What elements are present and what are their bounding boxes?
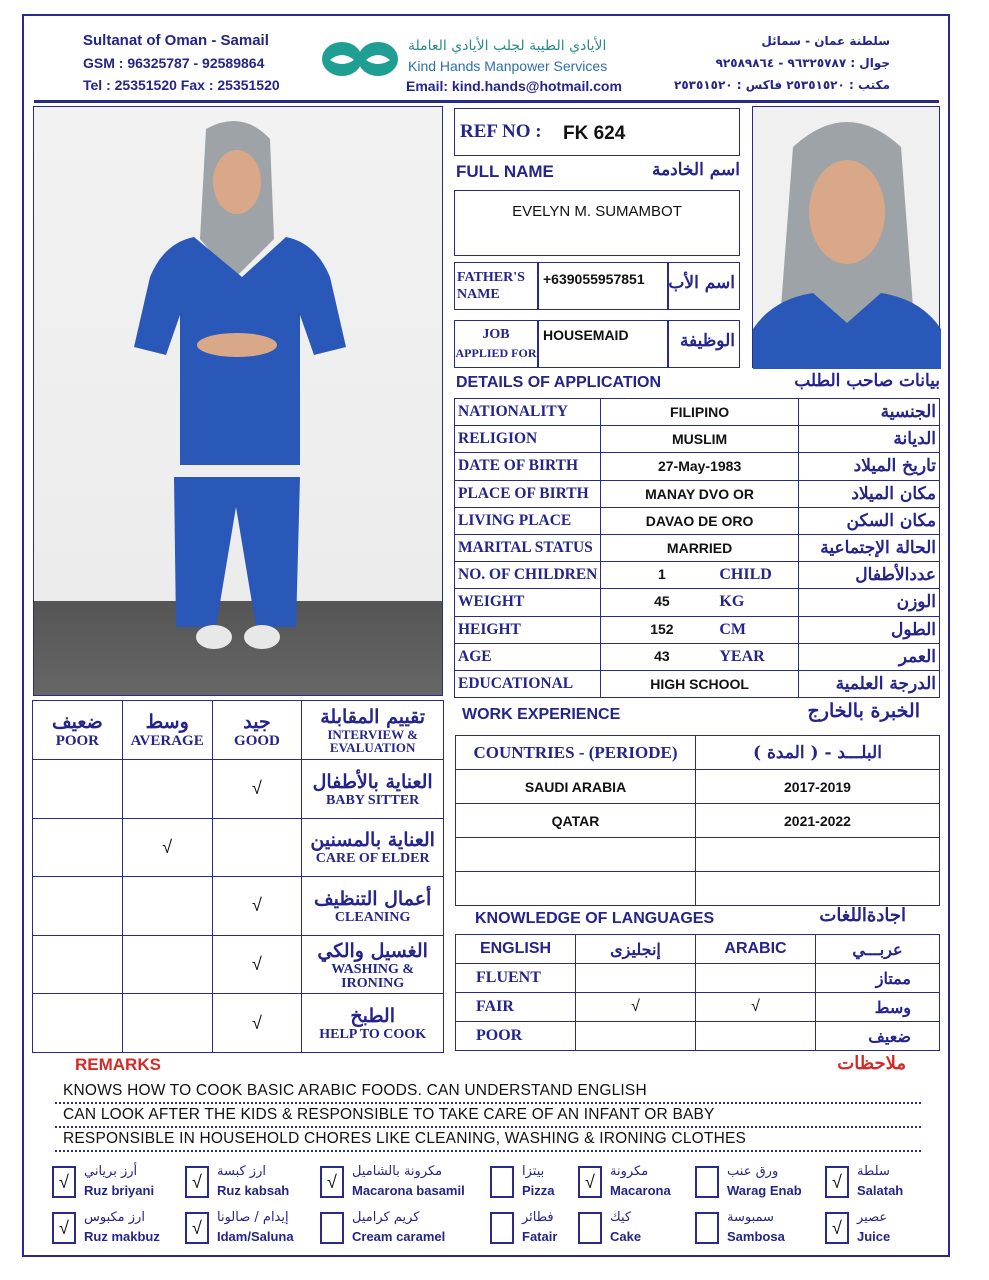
food-name-en: Macarona basamil [352, 1183, 465, 1198]
details-label: MARITAL STATUS [455, 534, 601, 561]
details-value-cell [601, 507, 798, 534]
company-gsm: GSM : 96325787 - 92589864 [83, 55, 265, 71]
full-name-label-ar: اسم الخادمة [651, 160, 740, 180]
lang-english: ENGLISH [456, 935, 576, 964]
food-name-ar: بيتزا [522, 1164, 545, 1179]
details-value-cell [601, 670, 798, 697]
details-value: MANAY DVO OR [645, 485, 755, 502]
details-value: 45 [654, 593, 670, 610]
eval-avg-mark [122, 935, 212, 994]
lang-level: FAIR [456, 993, 576, 1022]
details-label: NO. OF CHILDREN [455, 562, 601, 589]
company-mobile-ar: جوال : ٩٦٣٢٥٧٨٧ - ٩٢٥٨٩٨٦٤ [715, 56, 890, 70]
food-name-ar: عصير [857, 1210, 888, 1225]
details-row [455, 480, 940, 507]
details-row [455, 426, 940, 453]
company-location: Sultanat of Oman - Samail [83, 32, 269, 49]
work-row [456, 770, 940, 804]
food-checkbox[interactable]: √ [825, 1166, 849, 1198]
food-checkbox[interactable]: √ [578, 1166, 602, 1198]
details-label-ar: مكان السكن [798, 507, 939, 534]
work-table [455, 735, 940, 906]
food-name-en: Cake [610, 1229, 642, 1244]
eval-skill [302, 760, 444, 819]
food-name-ar: سلطة [857, 1164, 890, 1179]
details-label-ar: الجنسية [798, 399, 939, 426]
food-name-en: Sambosa [727, 1229, 785, 1244]
eval-good-ar: جيد [243, 710, 271, 733]
details-label-ar: العمر [798, 643, 939, 670]
eval-skill-en: HELP TO COOK [319, 1027, 427, 1043]
details-label: EDUCATIONAL [455, 670, 601, 697]
full-name-box [454, 190, 740, 256]
food-checkbox[interactable]: √ [320, 1166, 344, 1198]
food-checkbox[interactable] [695, 1166, 719, 1198]
details-value-cell [601, 616, 798, 643]
work-row [456, 804, 940, 838]
details-row [455, 507, 940, 534]
food-name-en: Warag Enab [727, 1183, 802, 1198]
eval-skill-en: CARE OF ELDER [315, 851, 430, 867]
details-row [455, 616, 940, 643]
food-name-en: Macarona [610, 1183, 671, 1198]
eval-skill [302, 935, 444, 994]
full-body-photo [33, 106, 443, 696]
details-title: DETAILS OF APPLICATION [456, 374, 662, 391]
details-label-ar: تاريخ الميلاد [798, 453, 939, 480]
food-checkbox[interactable] [578, 1212, 602, 1244]
lang-level-ar: ضعيف [816, 1022, 940, 1051]
details-label: NATIONALITY [455, 399, 601, 426]
details-row [455, 589, 940, 616]
eval-skill-ar: العناية بالمسنين [310, 829, 435, 852]
lang-arabic-mark [696, 964, 816, 993]
details-value: FILIPINO [670, 404, 730, 421]
full-name-label: FULL NAME [456, 162, 554, 181]
details-unit: KG [719, 593, 745, 611]
food-name-ar: كيك [610, 1210, 632, 1225]
eval-poor-mark [33, 994, 123, 1053]
company-location-ar: سلطنة عمان - سمائل [761, 34, 890, 48]
brand-name-ar: الأيادي الطيبة لجلب الأيادي العاملة [408, 38, 607, 54]
eval-row [33, 877, 444, 936]
eval-good-mark: √ [212, 877, 302, 936]
work-period: 2017-2019 [696, 770, 940, 804]
lang-arabic: ARABIC [696, 935, 816, 964]
eval-avg-ar: وسط [145, 710, 189, 733]
details-value: HIGH SCHOOL [650, 675, 749, 692]
details-label: HEIGHT [455, 616, 601, 643]
details-label: LIVING PLACE [455, 507, 601, 534]
details-value-cell [601, 426, 798, 453]
header-divider [34, 100, 939, 103]
food-name-ar: فطائر [522, 1210, 554, 1225]
eval-col-good [212, 701, 302, 760]
food-checkbox[interactable] [695, 1212, 719, 1244]
lang-level-ar: وسط [816, 993, 940, 1022]
remarks-title: REMARKS [75, 1055, 161, 1074]
details-label-ar: الطول [798, 616, 939, 643]
job-box [454, 320, 740, 368]
company-email: Email: kind.hands@hotmail.com [406, 78, 622, 94]
brand-name-en: Kind Hands Manpower Services [408, 58, 608, 74]
food-checkbox[interactable]: √ [52, 1212, 76, 1244]
passport-photo [752, 106, 940, 368]
details-unit: CHILD [719, 566, 772, 584]
work-title-ar: الخبرة بالخارج [807, 700, 920, 722]
eval-poor: POOR [55, 732, 100, 749]
eval-good-mark [212, 818, 302, 877]
job-label-2: APPLIED FOR [455, 346, 537, 360]
work-col-countries: COUNTRIES - (PERIODE) [456, 736, 696, 770]
food-name-en: Fatair [522, 1229, 558, 1244]
food-name-en: Pizza [522, 1183, 555, 1198]
eval-skill [302, 877, 444, 936]
work-period: 2021-2022 [696, 804, 940, 838]
work-row [456, 838, 940, 872]
father-label [457, 269, 525, 303]
details-row [455, 534, 940, 561]
eval-col-title [302, 701, 444, 760]
food-name-ar: مكرونة بالشاميل [352, 1164, 443, 1179]
details-row [455, 670, 940, 697]
food-name-ar: ورق عنب [727, 1164, 779, 1179]
eval-skill-en: WASHING & IRONING [331, 961, 415, 991]
food-name-en: Juice [857, 1229, 891, 1244]
work-header [456, 736, 940, 770]
eval-title: INTERVIEW & EVALUATION [327, 727, 418, 755]
lang-level-ar: ممتاز [816, 964, 940, 993]
company-contact-ar [650, 30, 890, 96]
eval-good-mark: √ [212, 935, 302, 994]
food-name-ar: كريم كراميل [352, 1210, 420, 1225]
work-title: WORK EXPERIENCE [462, 706, 621, 723]
food-name-en: Cream caramel [352, 1229, 446, 1244]
full-name-value: EVELYN M. SUMAMBOT [512, 203, 682, 220]
details-value-cell [601, 534, 798, 561]
remarks-line-3: RESPONSIBLE IN HOUSEHOLD CHORES LIKE CLEANING, WASHING & IRONING CLOTHES [55, 1128, 921, 1152]
eval-skill-ar: أعمال التنظيف [313, 887, 432, 910]
eval-skill [302, 994, 444, 1053]
lang-row [456, 964, 940, 993]
food-name-en: Ruz kabsah [217, 1183, 290, 1198]
eval-poor-mark [33, 760, 123, 819]
details-label-ar: الدرجة العلمية [798, 670, 939, 697]
details-label: RELIGION [455, 426, 601, 453]
details-value: MUSLIM [671, 431, 728, 448]
eval-avg-mark [122, 994, 212, 1053]
food-checkbox[interactable] [490, 1212, 514, 1244]
father-value: +639055957851 [543, 271, 645, 287]
father-label-ar: اسم الأب [668, 273, 735, 293]
food-name-en: Ruz briyani [84, 1183, 155, 1198]
eval-title-ar: تقييم المقابلة [320, 706, 426, 728]
eval-good-mark: √ [212, 994, 302, 1053]
food-name-ar: ارز مكبوس [84, 1210, 145, 1225]
eval-row [33, 994, 444, 1053]
details-value-cell [601, 480, 798, 507]
food-name-ar: أرز برياني [84, 1164, 138, 1179]
eval-row [33, 760, 444, 819]
ref-box [454, 108, 740, 156]
work-period [696, 838, 940, 872]
lang-english-mark [576, 1022, 696, 1051]
eval-avg-mark [122, 877, 212, 936]
details-value-cell [601, 453, 798, 480]
eval-skill-en: BABY SITTER [326, 792, 420, 808]
details-value-cell [601, 643, 798, 670]
eval-skill-ar: العناية بالأطفال [312, 770, 433, 793]
language-table [455, 934, 940, 1051]
details-value: 152 [650, 620, 674, 637]
job-label-1: JOB [482, 327, 510, 342]
details-label-ar: الديانة [798, 426, 939, 453]
work-period [696, 872, 940, 906]
job-label [455, 325, 537, 363]
eval-col-poor [33, 701, 123, 760]
eval-poor-ar: ضعيف [52, 710, 103, 733]
eval-avg-mark: √ [122, 818, 212, 877]
eval-poor-mark [33, 935, 123, 994]
lang-level: FLUENT [456, 964, 576, 993]
father-label-2: NAME [457, 287, 500, 302]
remarks-line-2: CAN LOOK AFTER THE KIDS & RESPONSIBLE TO TAKE CARE OF AN INFANT OR BABY [55, 1104, 921, 1128]
food-checkbox[interactable]: √ [52, 1166, 76, 1198]
details-value: MARRIED [666, 540, 733, 557]
remarks-title-ar: ملاحظات [837, 1053, 906, 1074]
kind-hands-logo-icon [320, 40, 400, 78]
eval-poor-mark [33, 818, 123, 877]
eval-good: GOOD [234, 732, 280, 749]
eval-skill-ar: الطبخ [350, 1005, 395, 1028]
lang-row [456, 1022, 940, 1051]
company-tel: Tel : 25351520 Fax : 25351520 [83, 77, 280, 93]
eval-row [33, 818, 444, 877]
food-checkbox[interactable] [490, 1166, 514, 1198]
food-name-en: Salatah [857, 1183, 904, 1198]
details-value-cell [601, 562, 798, 589]
food-name-ar: ارز كبسة [217, 1164, 266, 1179]
details-unit: YEAR [719, 647, 765, 665]
eval-skill-en: CLEANING [334, 909, 411, 925]
food-checkbox[interactable]: √ [185, 1212, 209, 1244]
lang-arabic-mark [696, 1022, 816, 1051]
details-value: 43 [654, 647, 670, 664]
eval-poor-mark [33, 877, 123, 936]
details-title-ar: بيانات صاحب الطلب [794, 371, 940, 391]
lang-english-mark: √ [576, 993, 696, 1022]
lang-level: POOR [456, 1022, 576, 1051]
eval-skill [302, 818, 444, 877]
details-label: AGE [455, 643, 601, 670]
work-country [456, 838, 696, 872]
details-label-ar: الحالة الإجتماعية [798, 534, 939, 561]
company-office-ar: مكتب : ٢٥٣٥١٥٢٠ فاكس : ٢٥٣٥١٥٢٠ [674, 78, 890, 92]
food-name-ar: إيدام / صالونا [217, 1210, 289, 1225]
lang-english-mark [576, 964, 696, 993]
ref-value: FK 624 [563, 123, 626, 144]
father-label-1: FATHER'S [457, 270, 525, 285]
food-checkbox[interactable] [320, 1212, 344, 1244]
lang-arabic-ar: عربـــي [816, 935, 940, 964]
work-row [456, 872, 940, 906]
work-col-countries-ar: البلـــد - ( المدة ) [696, 736, 940, 770]
father-name-box [454, 262, 740, 310]
details-value-cell [601, 589, 798, 616]
job-value: HOUSEMAID [543, 327, 629, 343]
food-checkbox[interactable]: √ [825, 1212, 849, 1244]
details-row [455, 453, 940, 480]
details-unit: CM [719, 620, 747, 638]
details-label: DATE OF BIRTH [455, 453, 601, 480]
evaluation-table [32, 700, 444, 1053]
details-label-ar: مكان الميلاد [798, 480, 939, 507]
job-label-ar: الوظيفة [679, 331, 735, 351]
details-value: 1 [657, 566, 666, 583]
lang-header [456, 935, 940, 964]
eval-row [33, 935, 444, 994]
details-row [455, 643, 940, 670]
remarks-line-1: KNOWS HOW TO COOK BASIC ARABIC FOODS. CAN UNDERSTAND ENGLISH [55, 1080, 921, 1104]
details-label-ar: الوزن [798, 589, 939, 616]
food-name-en: Ruz makbuz [84, 1229, 160, 1244]
eval-skill-ar: الغسيل والكي [317, 939, 428, 962]
ref-label: REF NO : [460, 121, 542, 142]
details-row [455, 399, 940, 426]
evaluation-header [33, 701, 444, 760]
details-value: 27-May-1983 [657, 458, 742, 475]
lang-english-ar: إنجليزى [576, 935, 696, 964]
work-country: SAUDI ARABIA [456, 770, 696, 804]
eval-good-mark: √ [212, 760, 302, 819]
lang-title-ar: اجادةاللغات [819, 905, 906, 926]
details-label: PLACE OF BIRTH [455, 480, 601, 507]
details-row [455, 562, 940, 589]
company-contact-en [83, 30, 280, 96]
lang-arabic-mark: √ [696, 993, 816, 1022]
details-label: WEIGHT [455, 589, 601, 616]
work-country [456, 872, 696, 906]
lang-title: KNOWLEDGE OF LANGUAGES [475, 910, 715, 927]
details-table [454, 398, 940, 698]
food-name-en: Idam/Saluna [217, 1229, 294, 1244]
food-checkbox[interactable]: √ [185, 1166, 209, 1198]
company-brand [408, 36, 607, 76]
details-value-cell [601, 399, 798, 426]
eval-avg: AVERAGE [130, 732, 204, 749]
details-value: DAVAO DE ORO [645, 512, 754, 529]
lang-row [456, 993, 940, 1022]
details-label-ar: عددالأطفال [798, 562, 939, 589]
work-country: QATAR [456, 804, 696, 838]
eval-avg-mark [122, 760, 212, 819]
eval-col-average [122, 701, 212, 760]
food-name-ar: سمبوسة [727, 1210, 774, 1225]
food-name-ar: مكرونة [610, 1164, 649, 1179]
